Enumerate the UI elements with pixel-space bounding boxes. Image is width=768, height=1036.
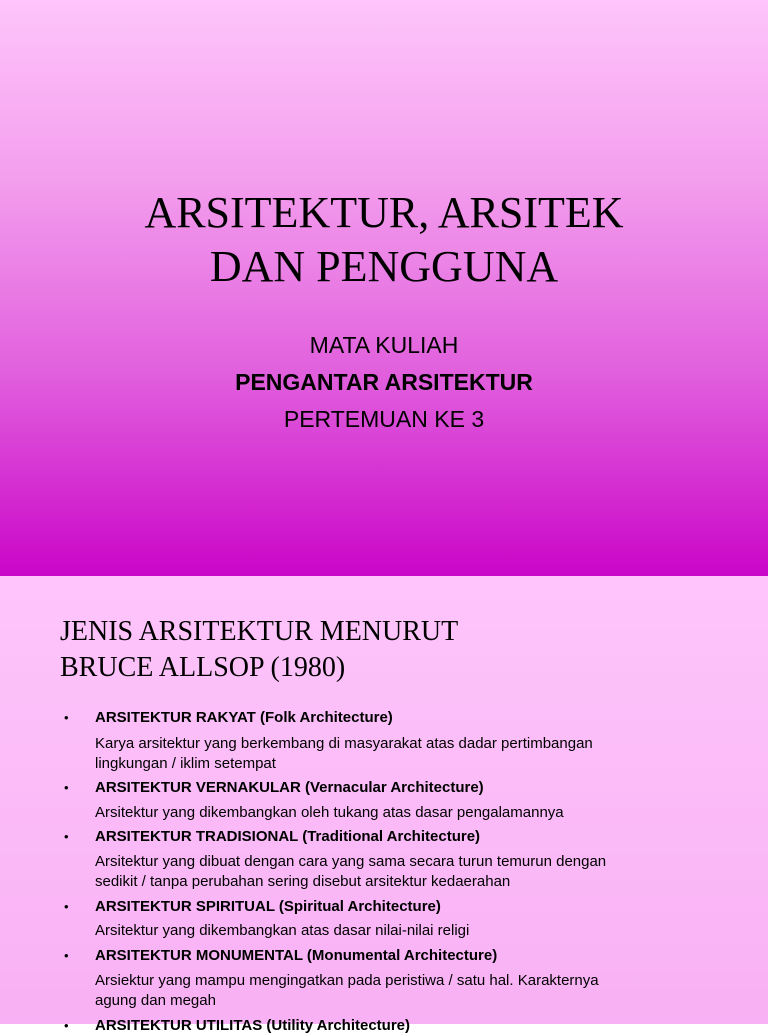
slide-title (0, 186, 768, 294)
list-item-description (95, 921, 695, 941)
list-item-title: ARSITEKTUR UTILITAS (Utility Architecture) (95, 1017, 411, 1034)
bullet-icon: • (64, 948, 69, 963)
list-item-description (95, 734, 695, 774)
list-item-description (95, 803, 695, 823)
slide-heading-line-1: JENIS ARSITEKTUR MENURUT (60, 616, 459, 647)
slide-2 (0, 576, 768, 1034)
bullet-icon: • (64, 780, 69, 795)
list-item-description (95, 852, 695, 892)
description-line: lingkungan / iklim setempat (95, 755, 276, 772)
bullet-icon: • (64, 829, 69, 844)
description-line: Arsiektur yang mampu mengingatkan pada peristiwa / satu hal. Karakternya (95, 972, 599, 989)
list-item-title: ARSITEKTUR SPIRITUAL (Spiritual Architecture) (95, 898, 441, 915)
slide-heading (60, 614, 458, 686)
description-line: Arsitektur yang dikembangkan atas dasar nilai-nilai religi (95, 922, 470, 939)
course-label: MATA KULIAH (309, 332, 459, 358)
description-line: Arsitektur yang dikembangkan oleh tukang atas dasar pengalamannya (95, 804, 564, 821)
bullet-icon: • (64, 1018, 69, 1033)
list-item-title: ARSITEKTUR VERNAKULAR (Vernacular Architecture) (95, 779, 484, 796)
description-line: sedikit / tanpa perubahan sering disebut arsitektur kedaerahan (95, 873, 511, 890)
list-item-title: ARSITEKTUR MONUMENTAL (Monumental Architecture) (95, 947, 498, 964)
description-line: agung dan megah (95, 992, 216, 1009)
slide-title-line-1: ARSITEKTUR, ARSITEK (144, 188, 624, 237)
slide-heading-line-2: BRUCE ALLSOP (1980) (60, 652, 346, 683)
slide-title-line-2: DAN PENGGUNA (209, 242, 559, 291)
list-item-title: ARSITEKTUR RAKYAT (Folk Architecture) (95, 709, 393, 726)
bullet-icon: • (64, 899, 69, 914)
list-item-description (95, 971, 695, 1011)
list-item-title: ARSITEKTUR TRADISIONAL (Traditional Architecture) (95, 828, 481, 845)
description-line: Karya arsitektur yang berkembang di masyarakat atas dadar pertimbangan (95, 735, 593, 752)
meeting-number: PERTEMUAN KE 3 (283, 406, 485, 432)
description-line: Arsitektur yang dibuat dengan cara yang sama secara turun temurun dengan (95, 853, 607, 870)
course-name: PENGANTAR ARSITEKTUR (235, 369, 533, 395)
bullet-icon: • (64, 710, 69, 725)
